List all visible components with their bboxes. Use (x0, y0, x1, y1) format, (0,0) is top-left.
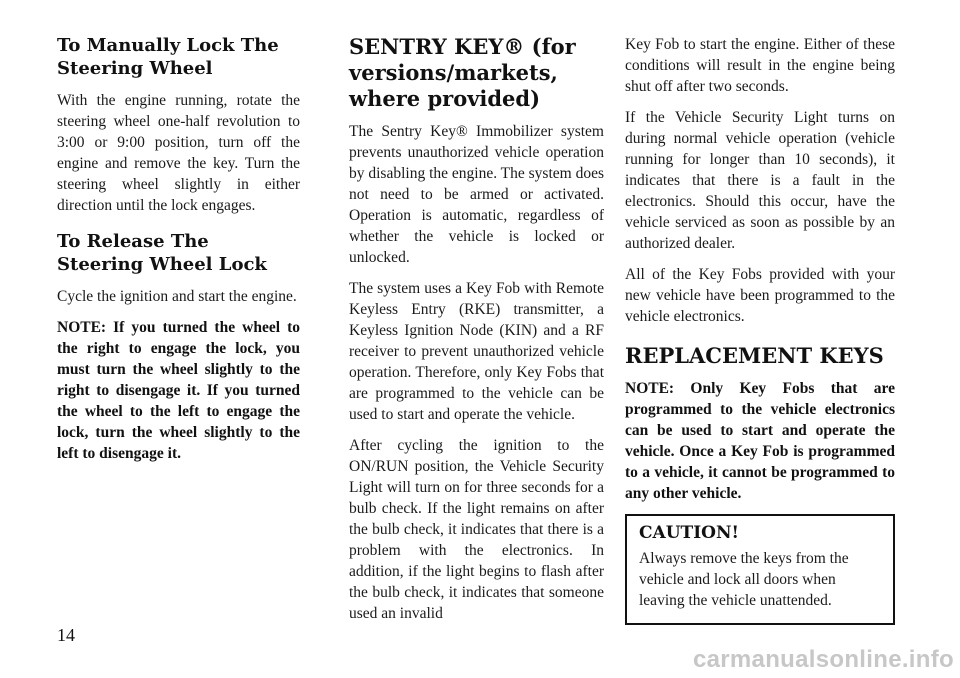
heading-replacement-keys: REPLACEMENT KEYS (625, 343, 884, 368)
heading-manual-lock: To Manually Lock The Steering Wheel (57, 35, 279, 79)
note-steering-lock: NOTE: If you turned the wheel to the right to engage the lock, you must turn the wheel slightly to the right to disengage it. If you turned the wheel to the left to engage the lock, turn the wheel slightly to the left to disengage it. (57, 319, 300, 462)
caution-box (625, 514, 895, 625)
heading-sentry-key: SENTRY KEY® (for versions/markets, where provided) (349, 34, 576, 111)
paragraph-manual-lock: With the engine running, rotate the steering wheel one-half revolution to 3:00 or 9:00 position, turn off the engine and remove the key. Turn the steering wheel slightly in either direction until the lock engages. (57, 92, 300, 214)
heading-release-lock: To Release The Steering Wheel Lock (57, 231, 267, 275)
page-number: 14 (57, 625, 75, 645)
paragraph-programmed-fobs: All of the Key Fobs provided with your new vehicle have been programmed to the vehicle electronics. (625, 266, 895, 325)
paragraph-security-light-fault: If the Vehicle Security Light turns on during normal vehicle operation (vehicle running for longer than 10 seconds), it indicates that there is a fault in the electronics. Should this occur, have the vehicle serviced as soon as possible by an authorized dealer. (625, 109, 895, 252)
paragraph-security-light-check: After cycling the ignition to the ON/RUN position, the Vehicle Security Light will turn on for three seconds for a bulb check. If the light remains on after the bulb check, it indicates that there is a problem with the electronics. In addition, if the light begins to flash after the bulb check, it indicates that someone used an invalid (349, 437, 604, 622)
watermark: carmanualsonline.info (692, 646, 954, 673)
paragraph-immobilizer: The Sentry Key® Immobilizer system prevents unauthorized vehicle operation by disabling the engine. The system does not need to be armed or activated. Operation is automatic, regardless of whether the vehicle is locked or unlocked. (349, 123, 604, 266)
column-middle (349, 34, 604, 634)
paragraph-key-fob-system: The system uses a Key Fob with Remote Keyless Entry (RKE) transmitter, a Keyless Ignition Node (KIN) and a RF receiver to prevent unauthorized vehicle operation. Therefore, only Key Fobs that are programmed to the vehicle can be used to start and operate the vehicle. (349, 280, 604, 423)
caution-title: CAUTION! (639, 523, 739, 543)
column-right (625, 34, 895, 625)
column-left (57, 34, 300, 474)
paragraph-release-lock: Cycle the ignition and start the engine. (57, 288, 297, 305)
paragraph-invalid-key: Key Fob to start the engine. Either of these conditions will result in the engine being shut off after two seconds. (625, 36, 895, 95)
note-replacement-keys: NOTE: Only Key Fobs that are programmed to the vehicle electronics can be used to start and operate the vehicle. Once a Key Fob is programmed to a vehicle, it cannot be programmed to any other vehicle. (625, 380, 895, 502)
caution-text: Always remove the keys from the vehicle and lock all doors when leaving the vehicle unattended. (639, 550, 849, 609)
